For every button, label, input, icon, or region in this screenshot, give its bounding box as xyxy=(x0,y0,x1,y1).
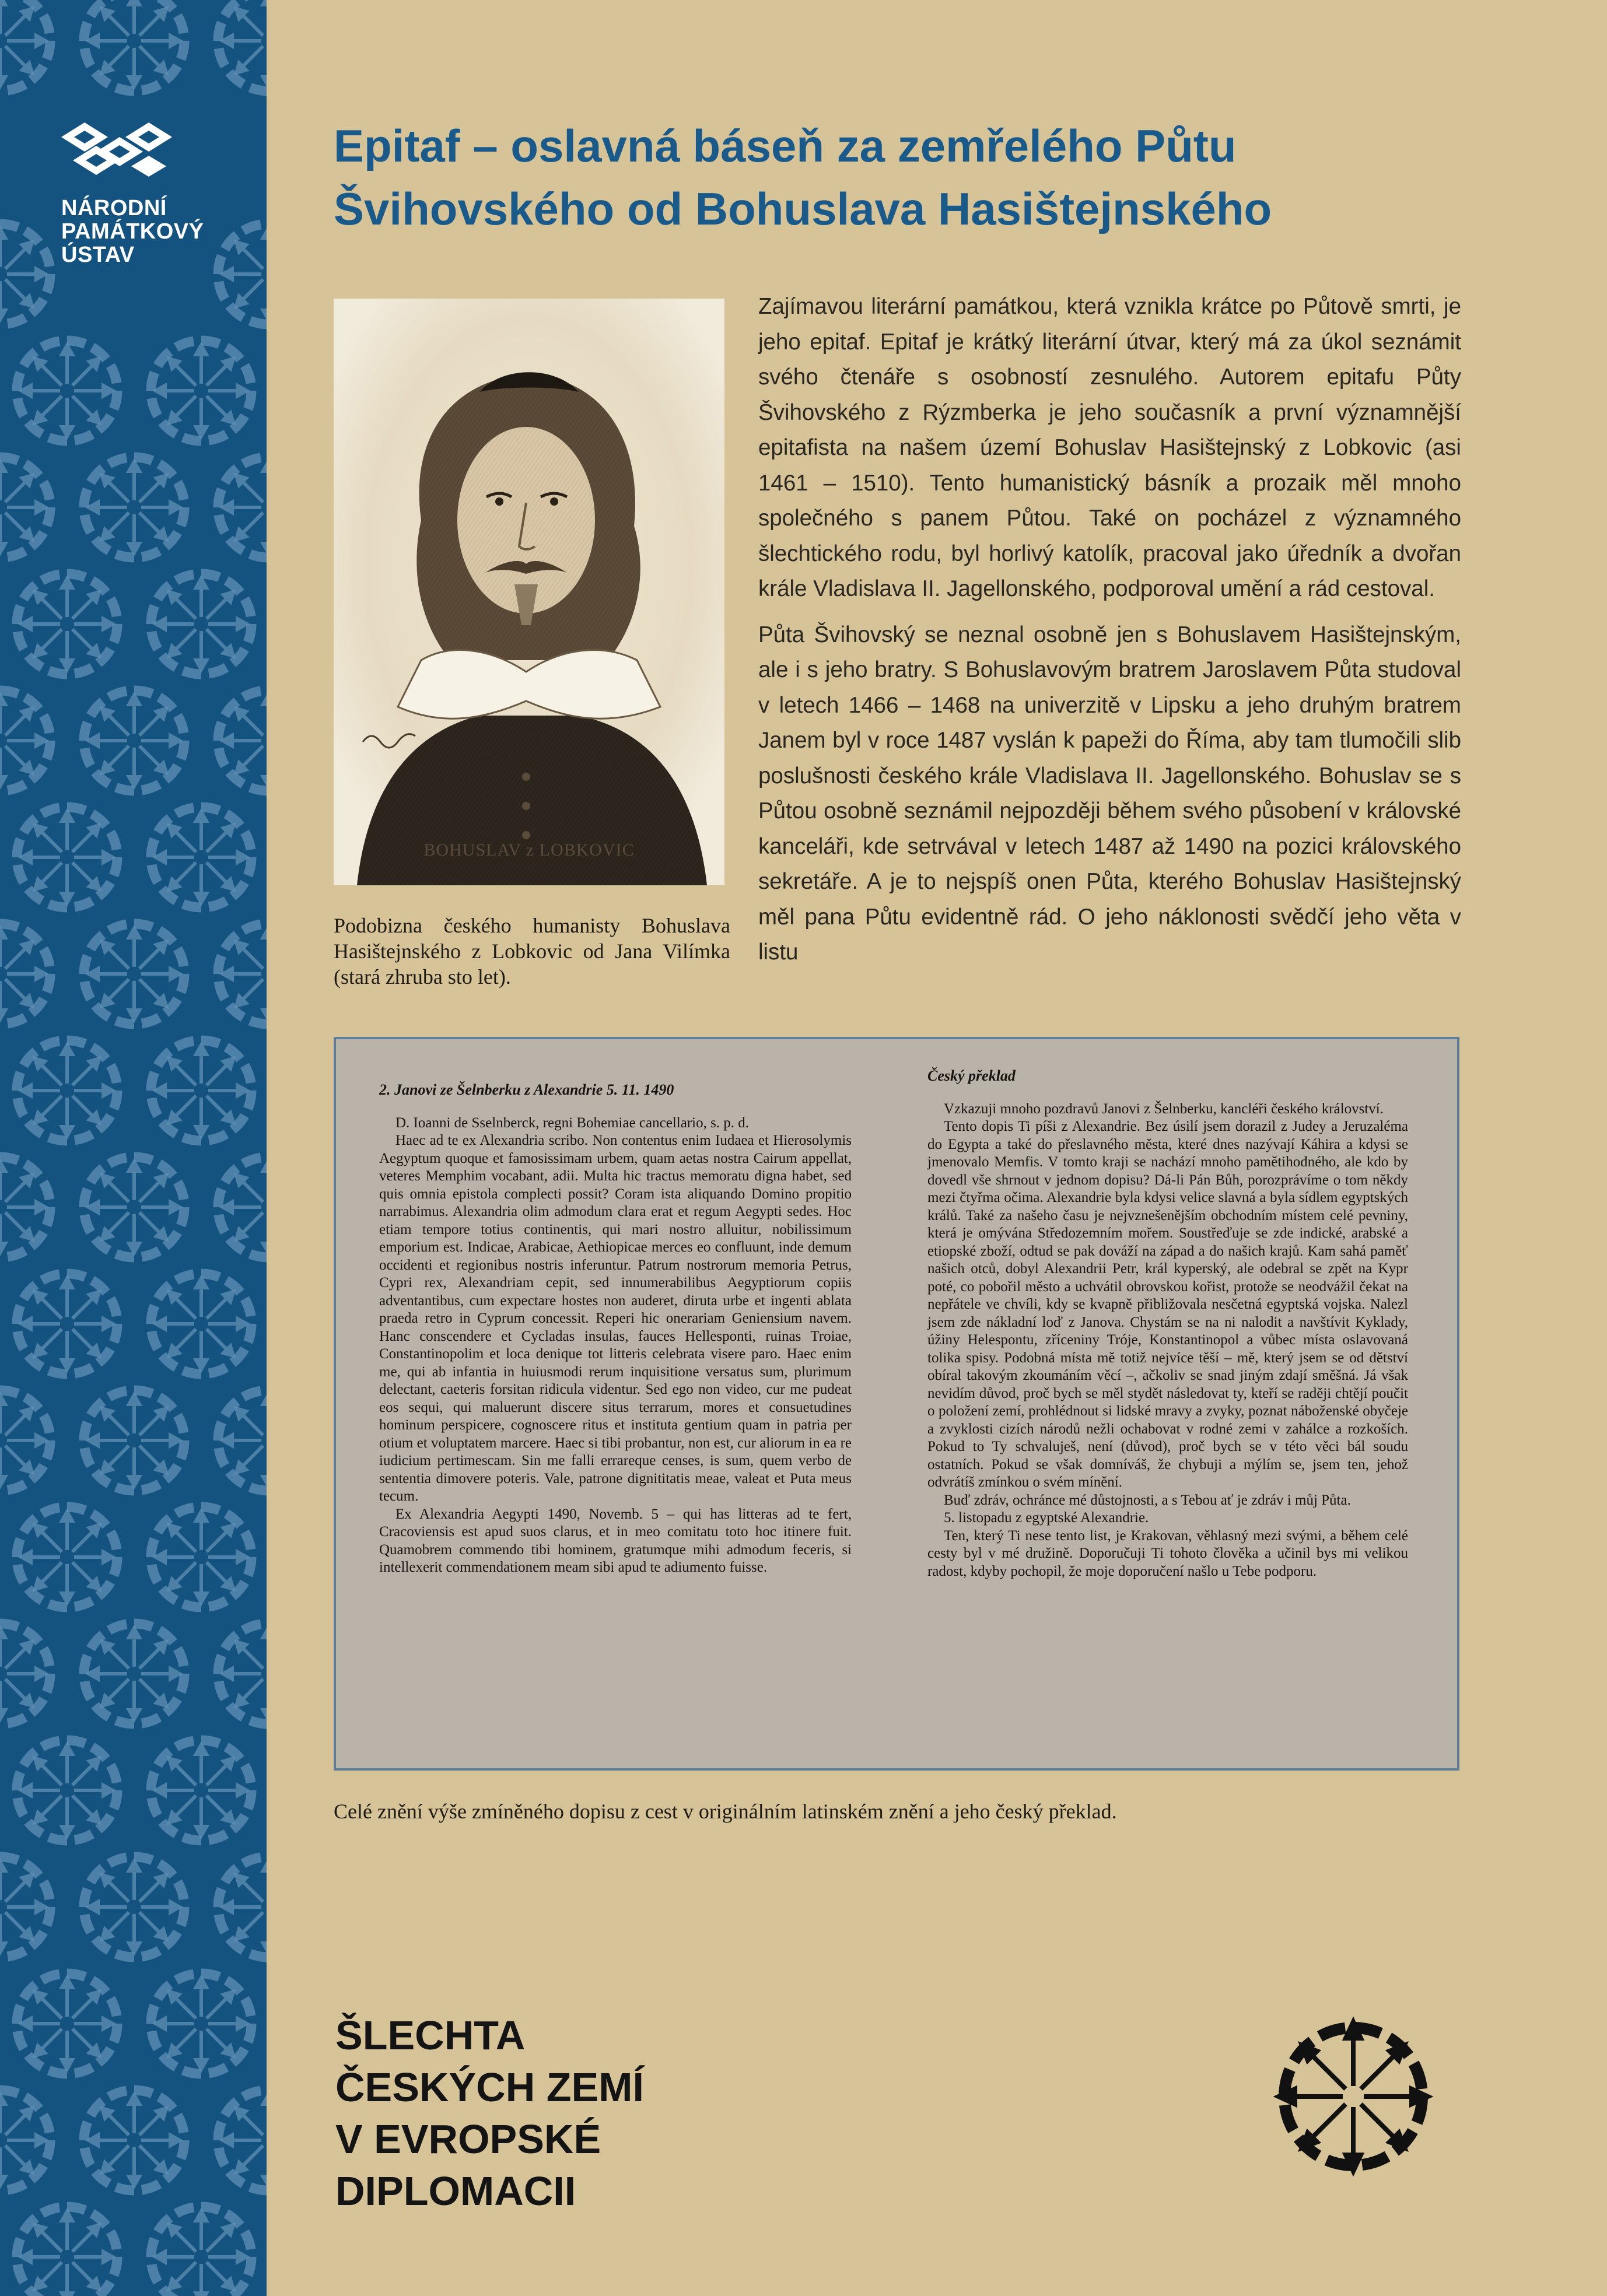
compass-pattern-tile xyxy=(151,1973,251,2074)
npu-logo-icon xyxy=(61,120,172,184)
body-text xyxy=(758,289,1461,981)
npu-logo xyxy=(61,120,204,267)
compass-pattern-tile xyxy=(84,1157,184,1257)
letter-scan xyxy=(334,1037,1459,1771)
sidebar xyxy=(0,0,267,2296)
compass-pattern-tile xyxy=(17,1274,117,1374)
compass-pattern-tile xyxy=(218,690,267,791)
exhibition-line: ŠLECHTA xyxy=(335,2013,526,2058)
portrait-image xyxy=(334,299,724,885)
org-line2: PAMÁTKOVÝ xyxy=(61,219,204,244)
compass-pattern-tile xyxy=(218,1857,267,1957)
compass-pattern-tile xyxy=(0,457,50,558)
compass-pattern-tile xyxy=(218,1624,267,1724)
compass-emblem-icon xyxy=(1266,2009,1441,2184)
compass-pattern-tile xyxy=(218,457,267,558)
compass-pattern-tile xyxy=(17,1973,117,2074)
compass-pattern-tile xyxy=(17,574,117,674)
compass-pattern-tile xyxy=(218,0,267,91)
compass-pattern-tile xyxy=(84,2090,184,2190)
compass-pattern-tile xyxy=(151,1040,251,1141)
compass-pattern-tile xyxy=(0,1857,50,1957)
portrait-caption: Podobizna českého humanisty Bohuslava Hasištejnského z Lobkovic od Jana Vilímka (stará zhruba sto let). xyxy=(334,914,730,988)
compass-pattern-tile xyxy=(151,1274,251,1374)
latin-text-column xyxy=(379,1081,852,1577)
compass-pattern-tile xyxy=(0,1624,50,1724)
compass-pattern-tile xyxy=(84,1390,184,1491)
compass-pattern-tile xyxy=(151,341,251,441)
compass-pattern-tile xyxy=(218,1157,267,1257)
compass-pattern-tile xyxy=(218,924,267,1024)
compass-pattern-tile xyxy=(84,0,184,91)
compass-pattern-tile xyxy=(151,807,251,907)
compass-pattern-tile xyxy=(17,341,117,441)
compass-pattern-tile xyxy=(17,1040,117,1141)
compass-pattern-tile xyxy=(0,2090,50,2190)
portrait-engraving xyxy=(334,299,724,885)
compass-pattern-tile xyxy=(84,924,184,1024)
org-line1: NÁRODNÍ xyxy=(61,196,167,220)
latin-heading: 2. Janovi ze Šelnberku z Alexandrie 5. 11. 1490 xyxy=(379,1081,674,1098)
portrait-signature: BOHUSLAV z LOBKOVIC xyxy=(423,840,635,860)
compass-pattern-tile xyxy=(151,1507,251,1607)
page-title: Epitaf – oslavná báseň za zemřelého Půtu Švihovského od Bohuslava Hasištejnského xyxy=(334,120,1272,234)
compass-pattern-tile xyxy=(84,457,184,558)
exhibition-line: V EVROPSKÉ xyxy=(335,2116,601,2162)
czech-paragraph: Vzkazuji mnoho pozdravů Janovi z Šelnberku, kancléři českého království. xyxy=(944,1100,1384,1117)
czech-paragraph: 5. listopadu z egyptské Alexandrie. xyxy=(944,1510,1149,1526)
letter-caption: Celé znění výše zmíněného dopisu z cest v originálním latinském znění a jeho český překlad. xyxy=(334,1800,1117,1823)
compass-pattern-tile xyxy=(0,1390,50,1491)
compass-pattern-tile xyxy=(0,224,50,324)
compass-pattern-tile xyxy=(17,2207,117,2296)
compass-pattern-tile xyxy=(0,0,50,91)
latin-paragraph: D. Ioanni de Sselnberck, regni Bohemiae cancellario, s. p. d. xyxy=(395,1114,750,1131)
compass-pattern-tile xyxy=(84,1857,184,1957)
compass-pattern-tile xyxy=(151,574,251,674)
compass-pattern-tile xyxy=(0,690,50,791)
org-line3: ÚSTAV xyxy=(61,243,135,267)
compass-pattern-tile xyxy=(218,1390,267,1491)
compass-pattern-tile xyxy=(151,1740,251,1841)
compass-pattern-tile xyxy=(17,1507,117,1607)
compass-pattern-tile xyxy=(151,2207,251,2296)
body-paragraph: Zajímavou literární památkou, která vznikla krátce po Půtově smrti, je jeho epitaf. Epitaf je krátký literární útvar, který má za úkol seznámit svého čtenáře s osobností zesnulého. Autorem epitafu Půty Švihovského z Rýzmberka je jeho současník a první významnější epitafista na našem území Bohuslav Hasištejnský z Lobkovic (asi 1461 – 1510). Tento humanistický básník a prozaik měl mnoho společného s panem Půtou. Také on pocházel z významného šlechtického rodu, byl horlivý katolík, pracoval jako úředník a dvořan krále Vladislava II. Jagellonského, podporoval umění a rád cestoval. xyxy=(758,294,1461,601)
compass-pattern-tile xyxy=(218,224,267,324)
compass-pattern-tile xyxy=(0,1157,50,1257)
czech-paragraph: Buď zdráv, ochránce mé důstojnosti, a s Tebou ať je zdráv i můj Půta. xyxy=(944,1492,1351,1508)
czech-heading: Český překlad xyxy=(927,1067,1016,1084)
czech-paragraph: Tento dopis Ti píši z Alexandrie. Bez úsilí jsem dorazil z Judey a Jeruzaléma do Egypta a také do přeslavného města, které dnes nazývají Káhira a kdysi se jmenovalo Memfis. V tomto kraji se nachází mnoho pamětihodného, ale kdo by dovedl vše shrnout v jednom dopisu? Dá-li Pán Bůh, porozprávíme o tom někdy mezi čtyřma očima. Alexandrie byla kdysi velice slavná a byla sídlem egyptských králů. Také za našeho času je nejvznešenějším obchodním místem celé pevniny, která je omývána Středozemním mořem. Soustřeďuje se zde indické, arabské a etiopské zboží, odtud se pak dováží na západ a do našich krajů. Kam sahá paměť našich otců, dobyl Alexandrii Petr, král kyperský, ale odebral se zpět na Kypr poté, co pobořil město a uchvátil obrovskou kořist, protože se neodvážil čekat na nepřátele ve chvíli, kdy se kvapně přibližovala nesčetná egyptská vojska. Nalezl jsem zde nákladní loď z Janova. Chystám se na ni nalodit a navštívit Kyklady, úžiny Helespontu, zříceniny Tróje, Konstantinopol a vůbec místa oslavovaná tolika spisy. Podobná místa mě totiž nejvíce těší – mě, který jsem se od dětství obíral takovým zkoumáním věcí –, ačkoliv se snad jiným zdají směšná. Já však nevidím důvod, proč bych se měl stydět následovat ty, kteří se raději chtějí poučit o položení zemí, prohlédnout si lidské mravy a zvyky, poznat náboženské obyčeje a zvyklosti cizích národů nežli ochabovat v rodné zemi v zahálce a rozkoších. Pokud to Ty schvaluješ, není (důvod), proč bych se v této věci bál soudu ostatních. Pokud se však domníváš, že chybuji a mýlím se, jsem ten, jehož odvrátíš zmínkou o svém mínění. xyxy=(927,1119,1408,1490)
compass-pattern-tile xyxy=(84,690,184,791)
latin-paragraph: Haec ad te ex Alexandria scribo. Non contentus enim Iudaea et Hierosolymis Aegyptum quoque et famosissimam urbem, quam aetas nostra Cairum appellat, veteres Memphim vocabant, adii. Multa hic tractus memoratu digna habet, sed quis omnia epistola complecti possit? Coram ista aliquando Domino propitio narrabimus. Alexandria olim admodum clara erat et regum Aegypti sedes. Hoc etiam tempore totius continentis, qui mari nostro alluitur, nobilissimum emporium est. Indicae, Arabicae, Aethiopicae merces eo confluunt, inde demum occidenti et regionibus nostris inferuntur. Patrum nostrorum memoria Petrus, Cypri rex, Alexandriam cepit, sed innumerabilibus Aegyptiorum copiis adventantibus, cum expectare hostes non auderet, diruta urbe et ingenti ablata praeda retro in Cyprum concessit. Reperi hic onerariam Geniensium navem. Hanc conscendere et Cycladas insulas, fauces Hellesponti, ruinas Troiae, Constantinopolim et loca denique tot litteris celebrata visere paro. Haec enim me, qui ab infantia in huiusmodi rerum inquisitione versatus sum, plurimum delectant, caeteris forsitan ridicula videntur. Sed ego non video, cur me pudeat eos sequi, qui maluerunt discere situs terrarum, mores et consuetudines hominum perspicere, cognoscere ritus et instituta gentium quam in patria per otium et voluptatem marcere. Haec si tibi probantur, non est, cur aliorum in ea re iudicium pertimescam. Sin me falli errareque censes, is sum, quem verbo de sententia dimovere poteris. Vale, patrone dignititatis meae, valeat et Puta meus tecum. xyxy=(379,1133,852,1504)
compass-pattern-tile xyxy=(17,807,117,907)
body-paragraph: Půta Švihovský se neznal osobně jen s Bohuslavem Hasištejnským, ale i s jeho bratry. S Bohuslavovým bratrem Jaroslavem Půta studoval v letech 1466 – 1468 na univerzitě v Lipsku a jeho druhým bratrem Janem byl v roce 1487 vyslán k papeži do Říma, aby tam tlumočili slib poslušnosti českého krále Vladislava II. Jagellonského. Bohuslav se s Půtou osobně seznámil nejpozději během svého působení v královské kanceláři, kde setrvával v letech 1487 až 1490 na pozici královského sekretáře. A je to nejspíš onen Půta, kterého Bohuslav Hasištejnský měl pana Půtu evidentně rád. O jeho náklonosti svědčí jeho věta v listu xyxy=(758,622,1461,965)
latin-paragraph: Ex Alexandria Aegypti 1490, Novemb. 5 – qui has litteras ad te fert, Cracoviensis est apud suos clarus, et in meo comitatu toto hoc itinere fuit. Quamobrem commendo tibi hominem, gratumque mihi admodum feceris, si intellexerit commendationem meam sibi apud te adiumento fuisse. xyxy=(379,1506,852,1575)
exhibition-title xyxy=(335,2010,644,2217)
compass-pattern-tile xyxy=(0,924,50,1024)
compass-pattern-tile xyxy=(218,2090,267,2190)
compass-pattern xyxy=(0,0,267,2296)
compass-pattern-tile xyxy=(84,1624,184,1724)
exhibition-line: DIPLOMACII xyxy=(335,2168,576,2214)
org-name xyxy=(61,196,204,267)
czech-paragraph: Ten, který Ti nese tento list, je Krakovan, věhlasný mezi svými, a během celé cesty byl v mé družině. Doporučuji Ti tohoto člověka a učinil bys mi velikou radost, kdyby pochopil, že moje doporučení našlo u Tebe podporu. xyxy=(927,1527,1408,1579)
compass-pattern-tile xyxy=(17,1740,117,1841)
exhibition-line: ČESKÝCH ZEMÍ xyxy=(335,2064,644,2110)
czech-text-column xyxy=(927,1067,1408,1580)
